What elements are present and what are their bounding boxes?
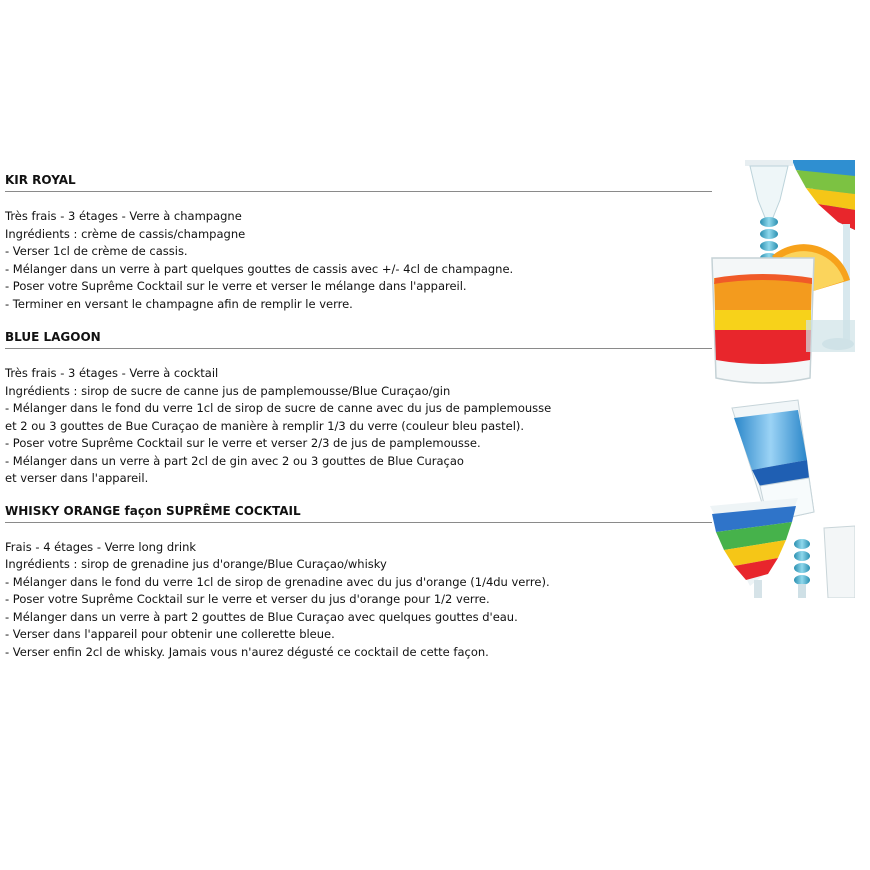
recipe-blue-lagoon xyxy=(5,329,712,488)
cocktail-photos xyxy=(710,160,855,598)
recipe-title: BLUE LAGOON xyxy=(5,329,712,349)
recipe-line: et verser dans l'appareil. xyxy=(5,471,149,485)
recipe-body xyxy=(5,208,712,313)
recipe-whisky-orange xyxy=(5,503,712,662)
recipe-line: Ingrédients : sirop de grenadine jus d'orange/Blue Curaçao/whisky xyxy=(5,557,387,571)
recipe-line: Ingrédients : crème de cassis/champagne xyxy=(5,226,246,241)
recipe-line: - Verser dans l'appareil pour obtenir une collerette bleue. xyxy=(5,627,335,641)
recipe-line: - Terminer en versant le champagne afin de remplir le verre. xyxy=(5,296,353,311)
recipe-line: - Poser votre Suprême Cocktail sur le verre et verser le mélange dans l'appareil. xyxy=(5,279,467,293)
recipe-line: et 2 ou 3 gouttes de Bue Curaçao de manière à remplir 1/3 du verre (couleur bleu pastel). xyxy=(5,418,525,433)
recipe-line: Ingrédients : sirop de sucre de canne jus de pamplemousse/Blue Curaçao/gin xyxy=(5,383,451,398)
recipe-body xyxy=(5,539,712,662)
recipe-line: - Mélanger dans un verre à part 2 gouttes de Blue Curaçao avec quelques gouttes d'eau. xyxy=(5,609,518,624)
layered-cocktail-glass-icon xyxy=(710,160,855,598)
recipe-line: - Mélanger dans un verre à part 2cl de gin avec 2 ou 3 gouttes de Blue Curaçao xyxy=(5,453,464,468)
recipe-line: Frais - 4 étages - Verre long drink xyxy=(5,539,197,554)
recipe-body xyxy=(5,365,712,488)
recipe-title: KIR ROYAL xyxy=(5,172,712,192)
recipe-line: - Mélanger dans le fond du verre 1cl de sirop de sucre de canne avec du jus de pamplemousse xyxy=(5,401,552,415)
recipe-title: WHISKY ORANGE façon SUPRÊME COCKTAIL xyxy=(5,503,712,523)
recipe-line: - Poser votre Suprême Cocktail sur le verre et verser 2/3 de jus de pamplemousse. xyxy=(5,436,481,450)
recipe-content xyxy=(5,172,712,661)
recipe-line: - Verser enfin 2cl de whisky. Jamais vous n'aurez dégusté ce cocktail de cette façon. xyxy=(5,644,489,659)
recipe-line: - Mélanger dans le fond du verre 1cl de sirop de grenadine avec du jus d'orange (1/4du verre). xyxy=(5,574,550,589)
recipe-line: Très frais - 3 étages - Verre à champagne xyxy=(5,209,242,223)
recipe-kir-royal xyxy=(5,172,712,313)
recipe-line: - Poser votre Suprême Cocktail sur le verre et verser du jus d'orange pour 1/2 verre. xyxy=(5,592,490,606)
recipe-line: Très frais - 3 étages - Verre à cocktail xyxy=(5,366,219,380)
recipe-line: - Verser 1cl de crème de cassis. xyxy=(5,244,188,258)
recipe-line: - Mélanger dans un verre à part quelques gouttes de cassis avec +/- 4cl de champagne. xyxy=(5,261,514,276)
